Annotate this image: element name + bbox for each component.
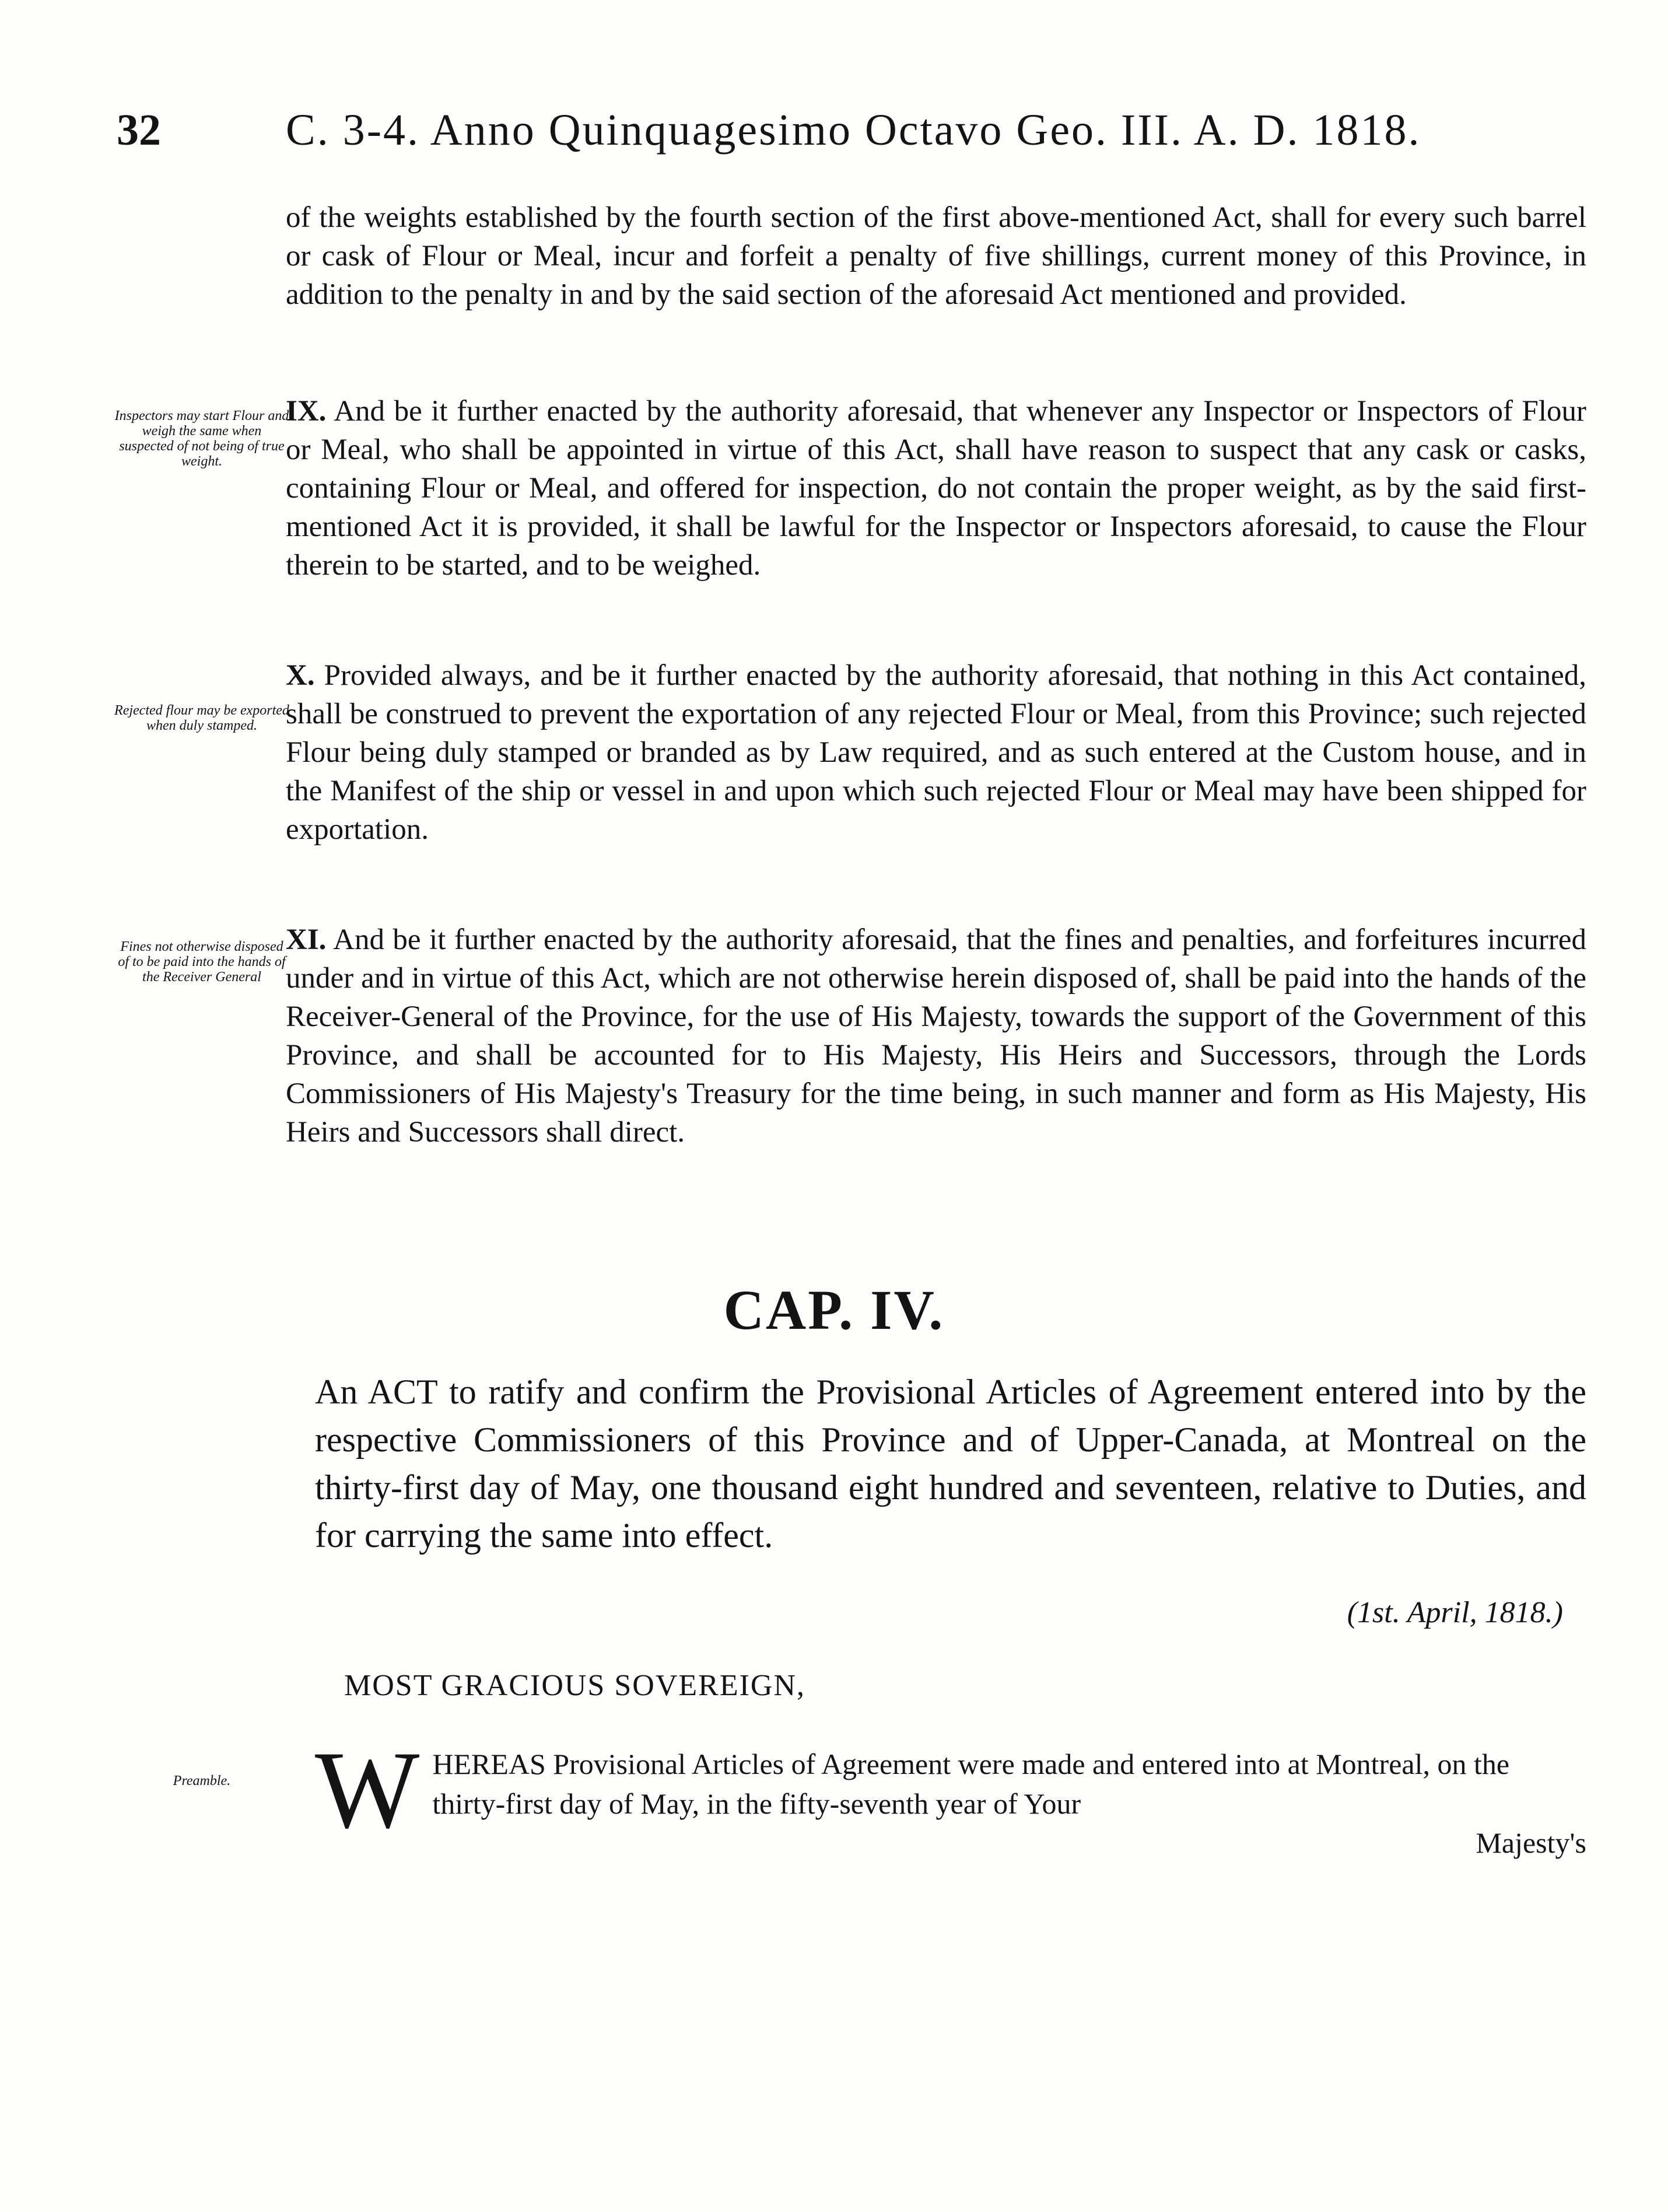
drop-cap: W — [315, 1729, 420, 1852]
act-title: An ACT to ratify and confirm the Provisional Articles of Agreement entered into by the respective Commissioners of this Province and of Upper-Canada, at Montreal on the thirty-first day of May, one thousand eight hundred and seventeen, relative to Duties, and for carrying the same into effect. — [315, 1373, 1586, 1555]
section-ix — [286, 392, 1586, 584]
section-xi — [286, 921, 1586, 1152]
section-text: And be it further enacted by the authority aforesaid, that the fines and penalties, and forfeitures incurred under and in virtue of this Act, which are not otherwise herein disposed of, shall be paid into the hands of the Receiver-General of the Province, for the use of His Majesty, towards the support of the Government of this Province, and shall be accounted for to His Majesty, His Heirs and Successors, through the Lords Commissioners of His Majesty's Treasury for the time being, in such manner and form as His Majesty, His Heirs and Successors shall direct. — [286, 923, 1587, 1149]
margin-note-section-ix: Inspectors may start Flour and weigh the same when suspected of not being of true weight. — [114, 408, 289, 469]
page-number: 32 — [117, 106, 161, 155]
section-number: IX. — [286, 395, 327, 428]
section-text: Provided always, and be it further enacted by the authority aforesaid, that nothing in this Act contained, shall be construed to prevent the exportation of any rejected Flour or Meal, from this Province; such rejected Flour being duly stamped or branded as by Law required, and as such entered at the Custom house, and in the Manifest of the ship or vessel in and upon which such rejected Flour or Meal may have been shipped for exportation. — [286, 659, 1587, 846]
catchword: Majesty's — [1476, 1826, 1586, 1859]
salutation: MOST GRACIOUS SOVEREIGN, — [344, 1669, 806, 1702]
chapter-heading: CAP. IV. — [723, 1279, 945, 1341]
margin-note-preamble: Preamble. — [173, 1773, 231, 1788]
page-header — [117, 105, 1563, 169]
margin-note-section-x: Rejected flour may be exported when duly stamped. — [114, 703, 289, 733]
section-x — [286, 656, 1586, 849]
section-text: And be it further enacted by the authority aforesaid, that whenever any Inspector or Inspectors of Flour or Meal, who shall be appointed in virtue of this Act, shall have reason to suspect that any cask or casks, containing Flour or Meal, and offered for inspection, do not contain the proper weight, as by the said first-mentioned Act it is provided, it shall be lawful for the Inspector or Inspectors aforesaid, to cause the Flour therein to be started, and to be weighed. — [286, 395, 1587, 582]
section-number: X. — [286, 659, 315, 692]
preamble-text: HEREAS Provisional Articles of Agreement were made and entered into at Montreal, on the thirty-first day of May, in the fifty-seventh year of Your — [432, 1748, 1510, 1820]
running-title: C. 3-4. Anno Quinquagesimo Octavo Geo. III. A. D. 1818. — [286, 106, 1421, 155]
margin-note-section-xi: Fines not otherwise disposed of to be paid into the hands of the Receiver General — [118, 939, 286, 985]
section-number: XI. — [286, 923, 327, 956]
continuation-paragraph: of the weights established by the fourth section of the first above-mentioned Act, shall for every such barrel or cask of Flour or Meal, incur and forfeit a penalty of five shillings, current money of this Province, in addition to the penalty in and by the said section of the aforesaid Act mentioned and provided. — [286, 201, 1586, 311]
act-date: (1st. April, 1818.) — [1347, 1596, 1563, 1629]
